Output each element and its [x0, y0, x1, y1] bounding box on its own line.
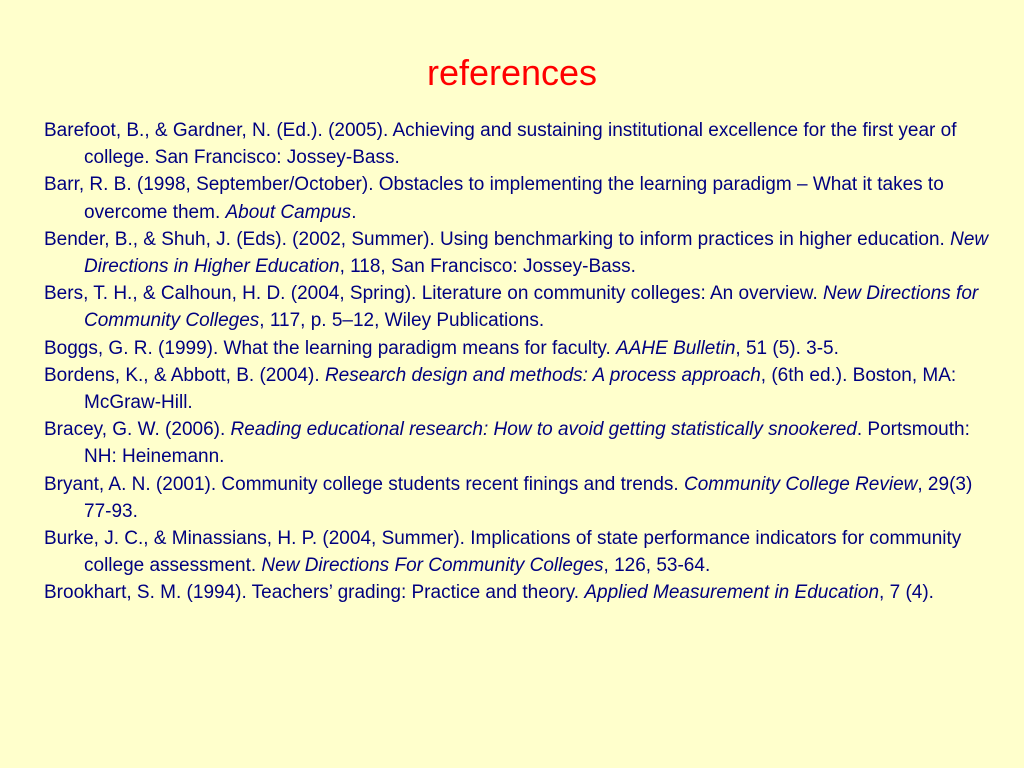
reference-text: Bender, B., & Shuh, J. (Eds). (2002, Summer). Using benchmarking to inform practices in higher education. [44, 228, 951, 250]
reference-text: Brookhart, S. M. (1994). Teachers’ grading: Practice and theory. [44, 582, 585, 604]
reference-item [44, 335, 994, 362]
reference-item [44, 471, 994, 525]
reference-details: , (6th ed.). Boston, MA: McGraw-Hill. [84, 364, 957, 414]
reference-source: Reading educational research: How to avoid getting statistically snookered [230, 419, 857, 441]
reference-text: Burke, J. C., & Minassians, H. P. (2004, Summer). Implications of state performance indicators for community college assessment. [44, 528, 962, 577]
reference-item [44, 416, 994, 470]
reference-source: New Directions in Higher Education [84, 228, 989, 278]
reference-details: , 117, p. 5–12, Wiley Publications. [259, 310, 545, 332]
reference-text: Barefoot, B., & Gardner, N. (Ed.). (2005). Achieving and sustaining institutional excellence for the first year of college. San Francisco: Jossey-Bass. [44, 120, 957, 169]
reference-source: Applied Measurement in Education [584, 582, 880, 604]
slide-title: references [426, 52, 598, 93]
reference-details: , 126, 53-64. [603, 555, 711, 577]
reference-details: , 29(3) 77-93. [84, 473, 973, 522]
reference-item [44, 525, 994, 579]
reference-source: Research design and methods: A process approach [324, 364, 761, 386]
reference-list [44, 117, 994, 607]
reference-details: . Portsmouth: NH: Heinemann. [84, 419, 970, 468]
reference-details: , 118, San Francisco: Jossey-Bass. [339, 256, 636, 278]
reference-text: Bers, T. H., & Calhoun, H. D. (2004, Spring). Literature on community colleges: An overview. [44, 283, 824, 305]
reference-source: New Directions for Community Colleges [84, 283, 979, 332]
reference-source: Community College Review [684, 473, 918, 495]
reference-item [44, 579, 994, 606]
reference-details: , 7 (4). [879, 582, 934, 604]
reference-text: Barr, R. B. (1998, September/October). Obstacles to implementing the learning paradigm – What it takes to overcome them. [44, 174, 944, 223]
reference-item [44, 226, 994, 280]
reference-text: Boggs, G. R. (1999). What the learning paradigm means for faculty. [44, 337, 617, 359]
reference-text: Bordens, K., & Abbott, B. (2004). [44, 364, 325, 386]
reference-item [44, 171, 994, 225]
reference-item [44, 280, 994, 334]
reference-source: AAHE Bulletin [616, 337, 736, 359]
reference-text: Bryant, A. N. (2001). Community college students recent finings and trends. [44, 473, 684, 495]
reference-source: New Directions For Community Colleges [261, 555, 604, 577]
reference-text: Bracey, G. W. (2006). [44, 419, 231, 441]
reference-source: About Campus [225, 201, 352, 223]
reference-details: , 51 (5). 3-5. [735, 337, 839, 359]
reference-details: . [351, 201, 357, 223]
reference-item [44, 117, 994, 171]
reference-item [44, 362, 994, 416]
